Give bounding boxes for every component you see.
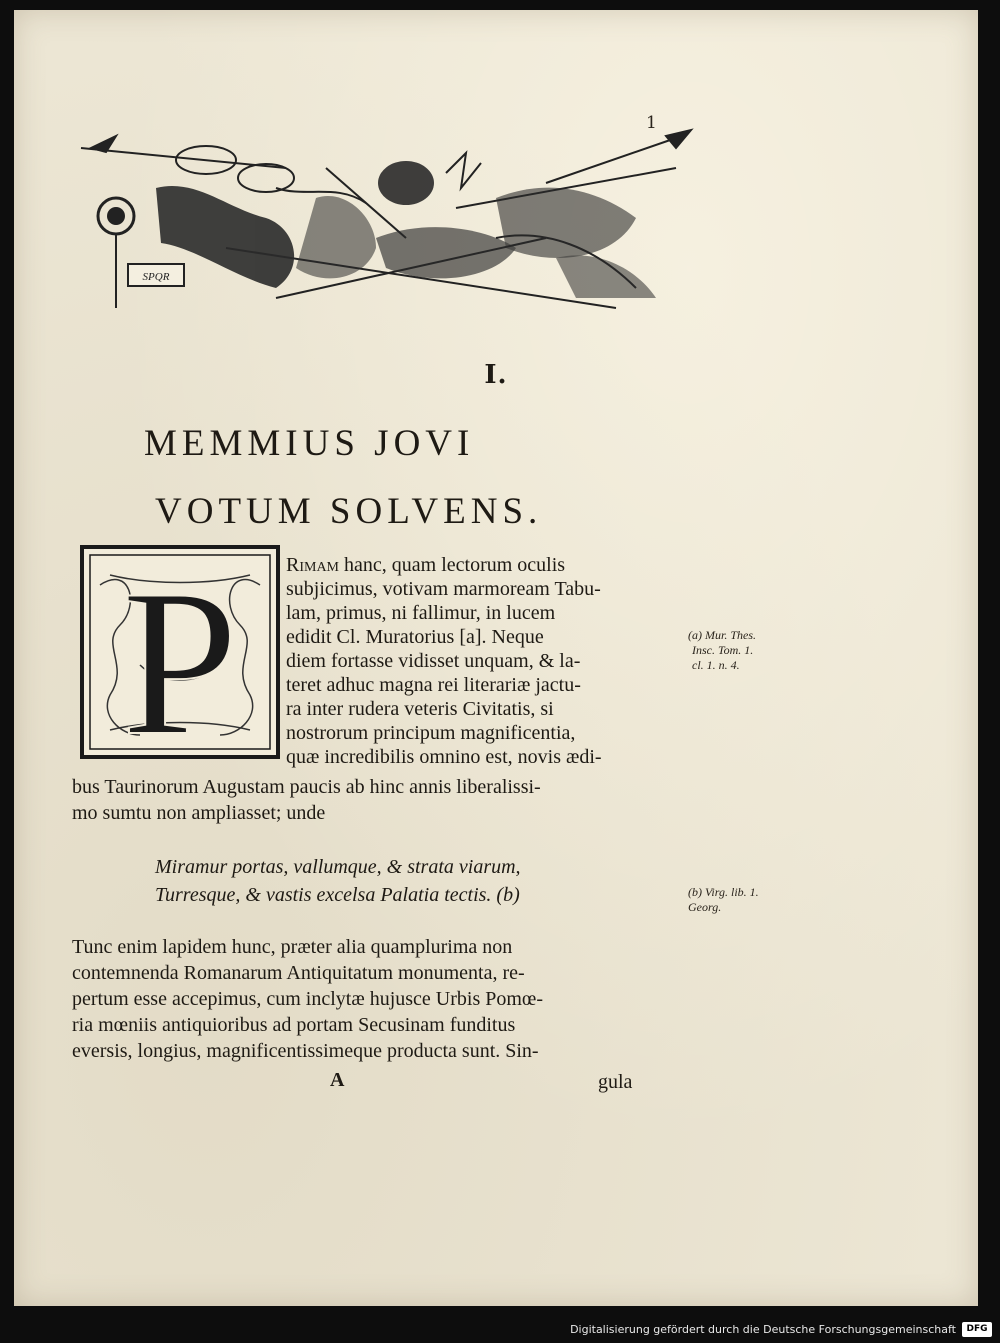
footnote-a-line: cl. 1. n. 4.	[692, 658, 740, 672]
paragraph-line: edidit Cl. Muratorius [a]. Neque	[286, 626, 544, 648]
signature-mark: A	[330, 1069, 345, 1091]
book-page	[14, 10, 978, 1306]
small-caps-word: Rimam	[286, 554, 340, 576]
paragraph-line	[286, 553, 565, 577]
line-text: hanc, quam lectorum oculis	[339, 554, 566, 576]
paragraph-line: lam, primus, ni fallimur, in lucem	[286, 602, 556, 624]
paragraph-line: Tunc enim lapidem hunc, præter alia quamplurima non	[72, 936, 513, 958]
paragraph-line: teret adhuc magna rei literariæ jactu-	[286, 674, 581, 696]
footnote-a-line: (a) Mur. Thes.	[688, 628, 756, 642]
dfg-logo-text: DFG	[966, 1324, 988, 1334]
spqr-banner-text: SPQR	[142, 271, 170, 283]
paragraph-line: contemnenda Romanarum Antiquitatum monumenta, re-	[72, 962, 525, 984]
paragraph-line: subjicimus, votivam marmoream Tabu-	[286, 578, 601, 600]
title-line-2: VOTUM SOLVENS.	[155, 491, 543, 532]
verse-line: Turresque, & vastis excelsa Palatia tectis. (b)	[155, 884, 520, 906]
footnote-b-line: (b) Virg. lib. 1.	[688, 885, 759, 899]
paragraph-line: pertum esse accepimus, cum inclytæ hujusce Urbis Pomœ-	[72, 988, 544, 1010]
paragraph-line: nostrorum principum magnificentia,	[286, 722, 576, 744]
verse-line: Miramur portas, vallumque, & strata viarum,	[155, 856, 521, 878]
paragraph-line: eversis, longius, magnificentissimeque producta sunt. Sin-	[72, 1040, 539, 1062]
catchword: gula	[598, 1071, 633, 1093]
dfg-logo-icon	[962, 1322, 992, 1337]
paragraph-line: diem fortasse vidisset unquam, & la-	[286, 650, 581, 672]
footer-bar	[0, 1318, 1000, 1343]
footnote-a-line: Insc. Tom. 1.	[692, 643, 754, 657]
section-number: I.	[484, 360, 508, 390]
page-number: 1	[646, 113, 657, 133]
footnote-b-line: Georg.	[688, 900, 722, 914]
footer-credit: Digitalisierung gefördert durch die Deutsche Forschungsgemeinschaft	[570, 1323, 956, 1336]
paragraph-line: ria mœniis antiquioribus ad portam Secusinam funditus	[72, 1014, 516, 1036]
drop-cap-letter: P	[121, 547, 239, 759]
decorated-initial	[80, 545, 280, 759]
paragraph-line: ra inter rudera veteris Civitatis, si	[286, 698, 554, 720]
trophy-vignette-illustration	[76, 128, 700, 322]
title-line-1: MEMMIUS JOVI	[144, 423, 475, 464]
paragraph-line: quæ incredibilis omnino est, novis ædi-	[286, 746, 602, 768]
paragraph-line: mo sumtu non ampliasset; unde	[72, 802, 326, 824]
paragraph-line: bus Taurinorum Augustam paucis ab hinc annis liberalissi-	[72, 776, 541, 798]
